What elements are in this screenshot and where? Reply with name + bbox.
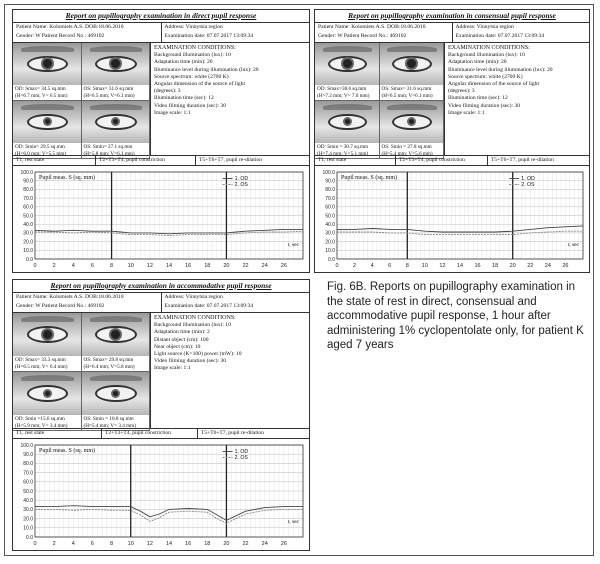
y-tick-label: 0.0 [328, 256, 335, 263]
x-tick-label: 4 [71, 263, 75, 269]
photo-os-max [82, 313, 151, 372]
x-tick-label: 20 [223, 541, 230, 547]
phase-constriction: T2+T3+T4, pupil constriction [95, 156, 195, 165]
y-tick-label: 70.0 [325, 195, 335, 202]
chart-title: Pupil meas. S (sq. mm) [341, 175, 398, 181]
x-tick-label: 26 [280, 541, 287, 547]
y-tick-label: 100.0 [20, 442, 33, 449]
x-tick-label: 0 [335, 263, 339, 269]
exam-info: Address: Vinnytsia region Examination date: 07.07.2017 13:09:34 [161, 293, 310, 312]
eye-image [380, 43, 444, 85]
x-tick-label: 16 [474, 263, 481, 269]
x-tick-label: 2 [52, 263, 56, 269]
y-tick-label: 20.0 [23, 516, 33, 523]
eye-photos [13, 313, 151, 428]
x-axis-label: t, sec [567, 241, 579, 248]
x-tick-label: 18 [204, 263, 211, 269]
report-header [315, 23, 589, 43]
eye-image [13, 43, 81, 85]
report-accommodative [12, 279, 310, 551]
report-middle [315, 43, 589, 156]
phase-constriction: T2+T3+T4, pupil constriction [101, 429, 197, 438]
eye-image [82, 43, 150, 85]
y-tick-label: 60.0 [325, 204, 335, 211]
phase-constriction: T2+T3+T4, pupil constriction [395, 156, 487, 165]
eye-image [13, 372, 81, 415]
photo-caption: OD: Smin = 30.7 sq.mm (H=7.4 mm; V=5.1 mm) [317, 144, 369, 157]
photo-caption: OS: Smax= 31.6 sq.mm (H=6.5 mm; V=6.1 mm) [83, 86, 135, 99]
patient-info: Patient Name: Kolomiets A.S. DOB:18.06.2010 Gender: W Patient Record No.: 469102 [16, 294, 124, 309]
x-tick-label: 18 [204, 541, 211, 547]
pupil-chart [315, 166, 589, 271]
y-tick-label: 20.0 [23, 239, 33, 246]
y-tick-label: 0.0 [26, 534, 33, 541]
x-tick-label: 6 [90, 541, 94, 547]
x-tick-label: 12 [146, 263, 153, 269]
x-tick-label: 22 [242, 263, 249, 269]
phase-rest: T1, rest state [16, 430, 45, 436]
x-tick-label: 10 [127, 263, 134, 269]
report-title: Report on pupillography examination in consensual pupil response [315, 10, 589, 23]
photo-os-max [82, 43, 151, 101]
x-tick-label: 24 [544, 263, 551, 269]
x-tick-label: 8 [110, 541, 114, 547]
chart-title: Pupil meas. S (sq. mm) [39, 175, 96, 181]
photo-caption: OS: Smin = 27.8 sq.mm (H=5.4 mm; V=5.6 mm) [381, 144, 433, 157]
photo-od-min [315, 101, 380, 159]
x-tick-label: 10 [127, 541, 134, 547]
phase-bar [13, 429, 309, 439]
y-tick-label: 20.0 [325, 239, 335, 246]
photo-os-min [82, 372, 151, 431]
legend-label: 1. OD [521, 176, 535, 182]
x-tick-label: 22 [527, 263, 534, 269]
x-tick-label: 4 [71, 541, 75, 547]
legend-label: 1. OD [234, 176, 249, 182]
x-tick-label: 0 [33, 541, 37, 547]
y-tick-label: 30.0 [23, 230, 33, 237]
photo-caption: OD: Smin= 29.5 sq.mm (H=6.0 mm; V=5.5 mm) [15, 144, 67, 157]
y-tick-label: 30.0 [23, 507, 33, 514]
eye-image [82, 101, 150, 143]
report-consensual [314, 9, 590, 273]
x-tick-label: 16 [185, 263, 192, 269]
figure-label: Fig. 6B. [327, 281, 367, 293]
phase-redilation: T5+T6+T7, pupil re-dilation [487, 156, 589, 165]
phase-bar [13, 156, 309, 166]
photo-od-max [315, 43, 380, 101]
report-middle [13, 313, 309, 429]
report-middle [13, 43, 309, 156]
phase-bar [315, 156, 589, 166]
patient-info: Patient Name: Kolomiets A.S. DOB:18.06.2010 Gender: W Patient Record No.: 469102 [318, 24, 426, 39]
x-tick-label: 8 [405, 263, 409, 269]
eye-image [315, 43, 379, 85]
y-tick-label: 70.0 [23, 195, 33, 202]
photo-caption: OD: Smax=30.6 sq.mm (H=7.2 mm; V= 7.0 mm) [317, 86, 370, 99]
x-tick-label: 20 [509, 263, 516, 269]
y-tick-label: 100.0 [322, 169, 335, 176]
eye-image [13, 313, 81, 356]
x-tick-label: 12 [439, 263, 446, 269]
phase-rest: T1, rest state [318, 157, 347, 163]
photo-od-min [13, 101, 82, 159]
chart-title: Pupil meas. S (sq. mm) [39, 448, 96, 454]
x-tick-label: 0 [33, 263, 37, 269]
figure-caption-text: Reports on pupillography examination in the state of rest in direct, consensual and accommodative pupil response, 1 hour after administering 1% cyclopentolate only, for patient K aged 7 years [327, 281, 584, 351]
photo-caption: OD: Smax= 33.3 sq.mm (H=6.5 mm; V= 6.4 mm) [15, 357, 68, 370]
photo-caption: OS: Smin= 27.1 sq.mm (H=5.8 mm; V=6.1 mm) [83, 144, 135, 157]
pupil-chart [13, 439, 309, 549]
eye-image [82, 313, 150, 356]
y-tick-label: 80.0 [23, 461, 33, 468]
eye-image [82, 372, 150, 415]
y-tick-label: 50.0 [325, 213, 335, 220]
chart-svg [315, 166, 589, 271]
photo-od-min [13, 372, 82, 431]
patient-info: Patient Name: Kolomiets A.S. DOB:18.06.2010 Gender: W Patient Record No.: 469102 [16, 24, 124, 39]
photo-os-max [380, 43, 445, 101]
y-tick-label: 90.0 [23, 178, 33, 185]
photo-caption: OD: Smax= 34.5 sq.mm (H=6.7 mm; V= 6.5 mm) [15, 86, 68, 99]
y-tick-label: 70.0 [23, 470, 33, 477]
report-header [13, 293, 309, 313]
eye-photos [13, 43, 151, 155]
x-tick-label: 2 [353, 263, 357, 269]
report-title: Report on pupillography examination in direct pupil response [13, 10, 309, 23]
x-tick-label: 6 [90, 263, 94, 269]
exam-info: Address: Vinnytsia region Examination date: 07.07.2017 13:09:34 [452, 23, 590, 42]
y-tick-label: 0.0 [26, 256, 33, 263]
x-tick-label: 16 [185, 541, 192, 547]
chart-svg [13, 439, 309, 549]
photo-caption: OS: Smin = 10.8 sq.mm (H=5.4 mm; V= 3.4 mm) [83, 416, 136, 429]
x-tick-label: 22 [242, 541, 249, 547]
y-tick-label: 10.0 [325, 248, 335, 255]
photo-caption: OS: Smax= 29.8 sq.mm (H=6.4 mm; V=5.8 mm) [83, 357, 135, 370]
eye-photos [315, 43, 445, 155]
x-axis-label: t, sec [287, 241, 299, 248]
exam-conditions: EXAMINATION CONDITIONS: Background illumination (lux): 10 Adaptation time (min): 20 Illuminance level during illumination (lux): 20 Source spectrum: white (2700 K) Angular dimension of the source of light (degrees): 3 Illumination time (sec): 12 Video filming duration (sec): 30 Image scale: 1:1 [154, 45, 259, 116]
y-tick-label: 90.0 [325, 178, 335, 185]
eye-image [315, 101, 379, 143]
y-tick-label: 40.0 [23, 498, 33, 504]
x-tick-label: 14 [165, 541, 173, 547]
x-tick-label: 24 [261, 263, 268, 269]
x-tick-label: 26 [280, 263, 287, 269]
photo-od-max [13, 43, 82, 101]
y-tick-label: 90.0 [23, 452, 33, 458]
x-axis-label: t, sec [287, 519, 299, 526]
figure-caption [327, 280, 585, 353]
phase-redilation: T5+T6+T7, pupil re-dilation [197, 429, 309, 438]
photo-caption: OD: Smin =15.6 sq.mm (H=5.9 mm; V= 3.4 mm) [15, 416, 68, 429]
y-tick-label: 80.0 [325, 187, 335, 194]
y-tick-label: 80.0 [23, 187, 33, 194]
photo-caption: OS: Smax= 31.6 sq.mm (H=6.5 mm; V=6.1 mm) [381, 86, 433, 99]
y-tick-label: 40.0 [23, 222, 33, 228]
x-tick-label: 2 [52, 541, 56, 547]
x-tick-label: 24 [261, 541, 268, 547]
eye-image [13, 101, 81, 143]
report-title: Report on pupillography examination in accommodative pupil response [13, 280, 309, 293]
photo-os-min [82, 101, 151, 159]
phase-redilation: T5+T6+T7, pupil re-dilation [195, 156, 309, 165]
exam-conditions: EXAMINATION CONDITIONS: Background illumination (lux): 10 Adaptation time (min): 2 Distant object (cm): 100 Near object (cm): 10 Light source (K=100) power (mW): 10 Video filming duration (sec): 30 Image scale: 1:1 [154, 315, 242, 372]
y-tick-label: 60.0 [23, 479, 33, 486]
x-tick-label: 12 [146, 541, 153, 547]
legend-label: 2. OS [234, 182, 248, 188]
chart-svg [13, 166, 309, 271]
phase-rest: T1, rest state [16, 157, 45, 163]
exam-info: Address: Vinnytsia region Examination date: 07.07.2017 13:09:34 [161, 23, 310, 42]
legend-label: 2. OS [234, 455, 248, 461]
y-tick-label: 50.0 [23, 213, 33, 220]
x-tick-label: 26 [562, 263, 569, 269]
photo-od-max [13, 313, 82, 372]
report-header [13, 23, 309, 43]
x-tick-label: 20 [223, 263, 230, 269]
y-tick-label: 10.0 [23, 248, 33, 255]
x-tick-label: 14 [456, 263, 464, 269]
pupil-chart [13, 166, 309, 271]
y-tick-label: 40.0 [325, 222, 335, 228]
x-tick-label: 8 [110, 263, 114, 269]
exam-conditions: EXAMINATION CONDITIONS: Background illumination (lux): 10 Adaptation time (min): 20 Illuminance level during illumination (lux): 20 Source spectrum: white (2700 K) Angular dimension of the source of light (degrees): 3 Illumination time (sec): 12 Video filming duration (sec): 30 Image scale: 1:1 [448, 45, 553, 116]
x-tick-label: 14 [165, 263, 173, 269]
y-tick-label: 10.0 [23, 525, 33, 532]
legend-label: 2. OS [521, 182, 535, 188]
y-tick-label: 100.0 [20, 169, 33, 176]
y-tick-label: 60.0 [23, 204, 33, 211]
eye-image [380, 101, 444, 143]
x-tick-label: 4 [370, 263, 374, 269]
x-tick-label: 6 [388, 263, 392, 269]
photo-os-min [380, 101, 445, 159]
x-tick-label: 18 [492, 263, 499, 269]
y-tick-label: 50.0 [23, 488, 33, 495]
legend-label: 1. OD [234, 449, 249, 455]
y-tick-label: 30.0 [325, 230, 335, 237]
x-tick-label: 10 [421, 263, 428, 269]
report-direct [12, 9, 310, 273]
